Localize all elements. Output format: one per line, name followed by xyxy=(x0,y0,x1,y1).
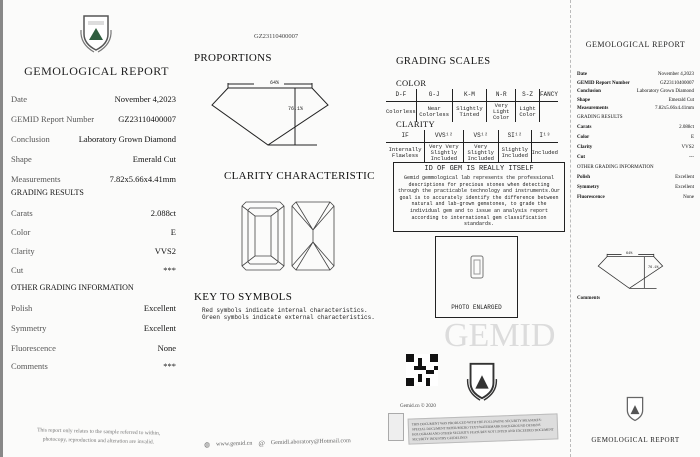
card-other-row-label: Fluorescence xyxy=(577,194,605,200)
id-of-gem-box xyxy=(393,162,565,232)
color-scale-description xyxy=(539,102,558,123)
key-legend xyxy=(202,307,375,321)
color-scale-description: Very Light Color xyxy=(487,102,516,123)
grading-row-label: Clarity xyxy=(11,246,35,256)
card-detail-row-value: Laboratory Grown Diamond xyxy=(636,89,694,94)
other-grading-row-value: None xyxy=(157,343,176,353)
detail-row-label: Shape xyxy=(11,154,32,164)
card-other-row-label: Symmetry xyxy=(577,184,600,190)
color-scale-heading: COLOR xyxy=(396,78,427,88)
card-grading-row-value: E xyxy=(690,134,694,140)
card-table-percentage: 64% xyxy=(626,252,633,256)
detail-row xyxy=(11,134,176,144)
other-grading-row-value: *** xyxy=(163,361,176,371)
grading-row-value: *** xyxy=(163,265,176,275)
card-grading-row xyxy=(577,125,694,130)
card-grading-row-value: --- xyxy=(689,154,694,160)
copyright: Gemid.cn © 2020 xyxy=(400,404,436,409)
proportions-panel xyxy=(190,0,380,457)
grading-results-heading: GRADING RESULTS xyxy=(11,188,84,197)
gemid-seal-logo xyxy=(464,360,500,402)
card-proportions-diagram xyxy=(591,250,681,290)
report-card-panel xyxy=(570,0,700,457)
card-detail-row-value: Emerald Cut xyxy=(668,97,694,103)
other-grading-row-label: Symmetry xyxy=(11,323,47,333)
website-link[interactable]: www.gemid.cn xyxy=(216,440,253,448)
detail-row xyxy=(11,154,176,164)
card-grading-row-value: VVS2 xyxy=(681,144,694,150)
color-scale-grade: G-J xyxy=(416,89,452,102)
clarity-scale-table xyxy=(386,130,558,163)
other-grading-row xyxy=(11,343,176,353)
other-grading-row xyxy=(11,361,176,371)
card-grading-row-value: 2.088ct xyxy=(679,124,694,130)
key-red-symbols: Red symbols indicate internal characteristics. xyxy=(202,307,368,314)
color-scale-grade: S-Z xyxy=(516,89,540,102)
card-grading-heading: GRADING RESULTS xyxy=(577,114,623,120)
clarity-scale-grade: I¹³ xyxy=(531,130,558,143)
detail-row-label: GEMID Report Number xyxy=(11,114,95,124)
color-scale-description: Slightly Tinted xyxy=(452,102,487,123)
security-notice: THIS DOCUMENT WAS PRODUCED WITH THE FOLLOWING SECURITY MEASURES: SPECIAL DOCUMENT PAPER/MICRO TEXT/WATERMARK BACKGROUND DESIGNS HOLOGRAM AND OTHER SECURITY FEATURES NOT LISTED AND EXCEEDED DOCUMENT SECURITY INDUSTRY GUIDELINES xyxy=(408,413,559,444)
card-other-row xyxy=(577,185,694,190)
detail-row-label: Date xyxy=(11,94,28,104)
card-other-row-value: Excellent xyxy=(675,174,694,180)
card-grading-row xyxy=(577,135,694,140)
color-scale-description: Colorless xyxy=(386,102,416,123)
detail-row xyxy=(11,114,176,124)
card-detail-row xyxy=(577,106,694,111)
clarity-scale-description: Very Slightly Included xyxy=(463,143,498,164)
detail-row-value: 7.82x5.66x4.41mm xyxy=(109,174,176,184)
key-to-symbols-heading: KEY TO SYMBOLS xyxy=(194,291,293,303)
grading-row xyxy=(11,246,176,256)
card-other-row-label: Polish xyxy=(577,174,591,180)
id-of-gem-text: Gemid gemmological lab represents the professional descriptions for precious stones when detecting through the practicable technology and instruments.Our goal is to accurately identify the difference between natural and lab-grown gemstones, to grade the individual gem and to issue an analysis report according to international gem classification standards. xyxy=(397,175,561,228)
grading-row-value: VVS2 xyxy=(154,246,176,256)
key-green-symbols: Green symbols indicate external characteristics. xyxy=(202,314,375,321)
clarity-scale-grade: VS¹² xyxy=(463,130,498,143)
clarity-scale-heading: CLARITY xyxy=(396,119,435,129)
grading-row xyxy=(11,208,176,218)
color-scale-grade: FANCY xyxy=(539,89,558,102)
card-detail-row-label: GEMID Report Number xyxy=(577,80,630,86)
card-title: GEMOLOGICAL REPORT xyxy=(585,40,686,49)
card-detail-row xyxy=(577,89,694,94)
photo-enlarged-label: PHOTO ENLARGED xyxy=(451,304,502,311)
color-scale-grade: N-R xyxy=(487,89,516,102)
card-detail-row-label: Conclusion xyxy=(577,89,601,94)
detail-row xyxy=(11,174,176,184)
disclaimer-line-1: This report only relates to the sample referred to within, xyxy=(37,427,161,437)
color-scale-description: Near Colorless xyxy=(416,102,452,123)
card-detail-row xyxy=(577,72,694,77)
card-grading-row-label: Color xyxy=(577,134,590,140)
grading-row-value: 2.088ct xyxy=(150,208,176,218)
other-grading-row-label: Comments xyxy=(11,361,48,371)
other-grading-row-label: Polish xyxy=(11,303,33,313)
photo-enlarged-box xyxy=(435,236,518,318)
card-bottom-title: GEMOLOGICAL REPORT xyxy=(591,436,680,444)
disclaimer-line-2: photocopy, reproduction and alteration are invalid. xyxy=(42,436,155,446)
card-other-heading: OTHER GRADING INFORMATION xyxy=(577,164,654,170)
grading-row xyxy=(11,265,176,275)
card-detail-row xyxy=(577,98,694,103)
clarity-scale-grade: VVS¹² xyxy=(425,130,463,143)
clarity-scale-description: Internally Flawless xyxy=(386,143,425,164)
color-scale-grade: K-M xyxy=(452,89,487,102)
gemid-seal-logo xyxy=(78,10,114,54)
depth-percentage: 76.1% xyxy=(288,106,304,112)
detail-row-label: Measurements xyxy=(11,174,61,184)
hologram-sticker xyxy=(388,413,404,441)
detail-row-value: GZ23110400007 xyxy=(118,114,176,124)
proportions-diagram xyxy=(210,76,350,148)
qr-code[interactable] xyxy=(406,354,438,386)
detail-row-value: November 4,2023 xyxy=(114,94,176,104)
proportions-heading: PROPORTIONS xyxy=(194,52,272,64)
report-title: GEMOLOGICAL REPORT xyxy=(24,64,169,78)
card-detail-row-label: Shape xyxy=(577,97,591,103)
clarity-characteristic-heading: CLARITY CHARACTERISTIC xyxy=(224,170,375,182)
card-grading-row xyxy=(577,155,694,160)
grading-row xyxy=(11,227,176,237)
card-grading-row xyxy=(577,145,694,150)
card-grading-row-label: Carats xyxy=(577,124,592,130)
color-scale-grade: D-F xyxy=(386,89,416,102)
gemid-seal-logo xyxy=(623,395,647,423)
disclaimer xyxy=(17,426,180,448)
detail-row xyxy=(11,94,176,104)
clarity-plot-diagram xyxy=(240,200,340,272)
id-of-gem-heading: ID OF GEM IS REALLY ITSELF xyxy=(424,165,534,173)
gemid-watermark: GEMID xyxy=(444,317,556,354)
color-scale-table xyxy=(386,89,558,122)
card-other-row-value: Excellent xyxy=(675,184,694,190)
clarity-scale-grade: IF xyxy=(386,130,425,143)
grading-scales-panel xyxy=(380,0,570,457)
table-percentage: 64% xyxy=(270,80,280,86)
other-grading-row-value: Excellent xyxy=(143,303,176,313)
card-grading-row-label: Clarity xyxy=(577,144,593,150)
clarity-scale-description: Included xyxy=(531,149,558,156)
card-detail-row xyxy=(577,81,694,86)
card-other-row xyxy=(577,195,694,200)
detail-row-value: Emerald Cut xyxy=(132,154,176,164)
report-summary-panel xyxy=(0,0,190,457)
grading-row-label: Carats xyxy=(11,208,33,218)
grading-scales-heading: GRADING SCALES xyxy=(396,56,491,67)
detail-row-label: Conclusion xyxy=(11,134,50,144)
card-depth-percentage: 76.1% xyxy=(648,266,659,270)
clarity-scale-description: Very Very Slightly Included xyxy=(425,143,463,164)
card-comments-label: Comments xyxy=(577,296,601,301)
color-scale-description: Light Color xyxy=(516,102,540,123)
grading-row-label: Cut xyxy=(11,265,24,275)
card-detail-row-label: Measurements xyxy=(577,106,609,111)
card-detail-row-value: GZ23110400007 xyxy=(660,80,694,86)
card-grading-row-label: Cut xyxy=(577,154,586,160)
gem-photo xyxy=(470,255,484,279)
grading-row-value: E xyxy=(170,227,176,237)
clarity-scale-grade: SI¹² xyxy=(498,130,531,143)
other-grading-heading: OTHER GRADING INFORMATION xyxy=(11,283,134,292)
detail-row-value: Laboratory Grown Diamond xyxy=(78,134,176,144)
card-detail-row-value: November 4,2023 xyxy=(657,72,694,77)
clarity-scale-description: Slightly Included xyxy=(498,143,531,164)
globe-icon: ◍ xyxy=(203,440,211,449)
email-icon: @ xyxy=(258,439,265,448)
other-grading-row-value: Excellent xyxy=(143,323,176,333)
report-number: GZ23110400007 xyxy=(254,33,299,40)
card-detail-row-label: Date xyxy=(577,72,587,77)
card-detail-row-value: 7.82x5.66x4.41mm xyxy=(654,106,694,111)
other-grading-row xyxy=(11,303,176,313)
email-link[interactable]: GemidLaboratory@Hotmail.com xyxy=(270,438,351,447)
other-grading-row-label: Fluorescence xyxy=(11,343,56,353)
other-grading-row xyxy=(11,323,176,333)
grading-row-label: Color xyxy=(11,227,31,237)
card-other-row xyxy=(577,175,694,180)
card-other-row-value: None xyxy=(683,194,694,200)
contact-footer xyxy=(204,437,351,449)
